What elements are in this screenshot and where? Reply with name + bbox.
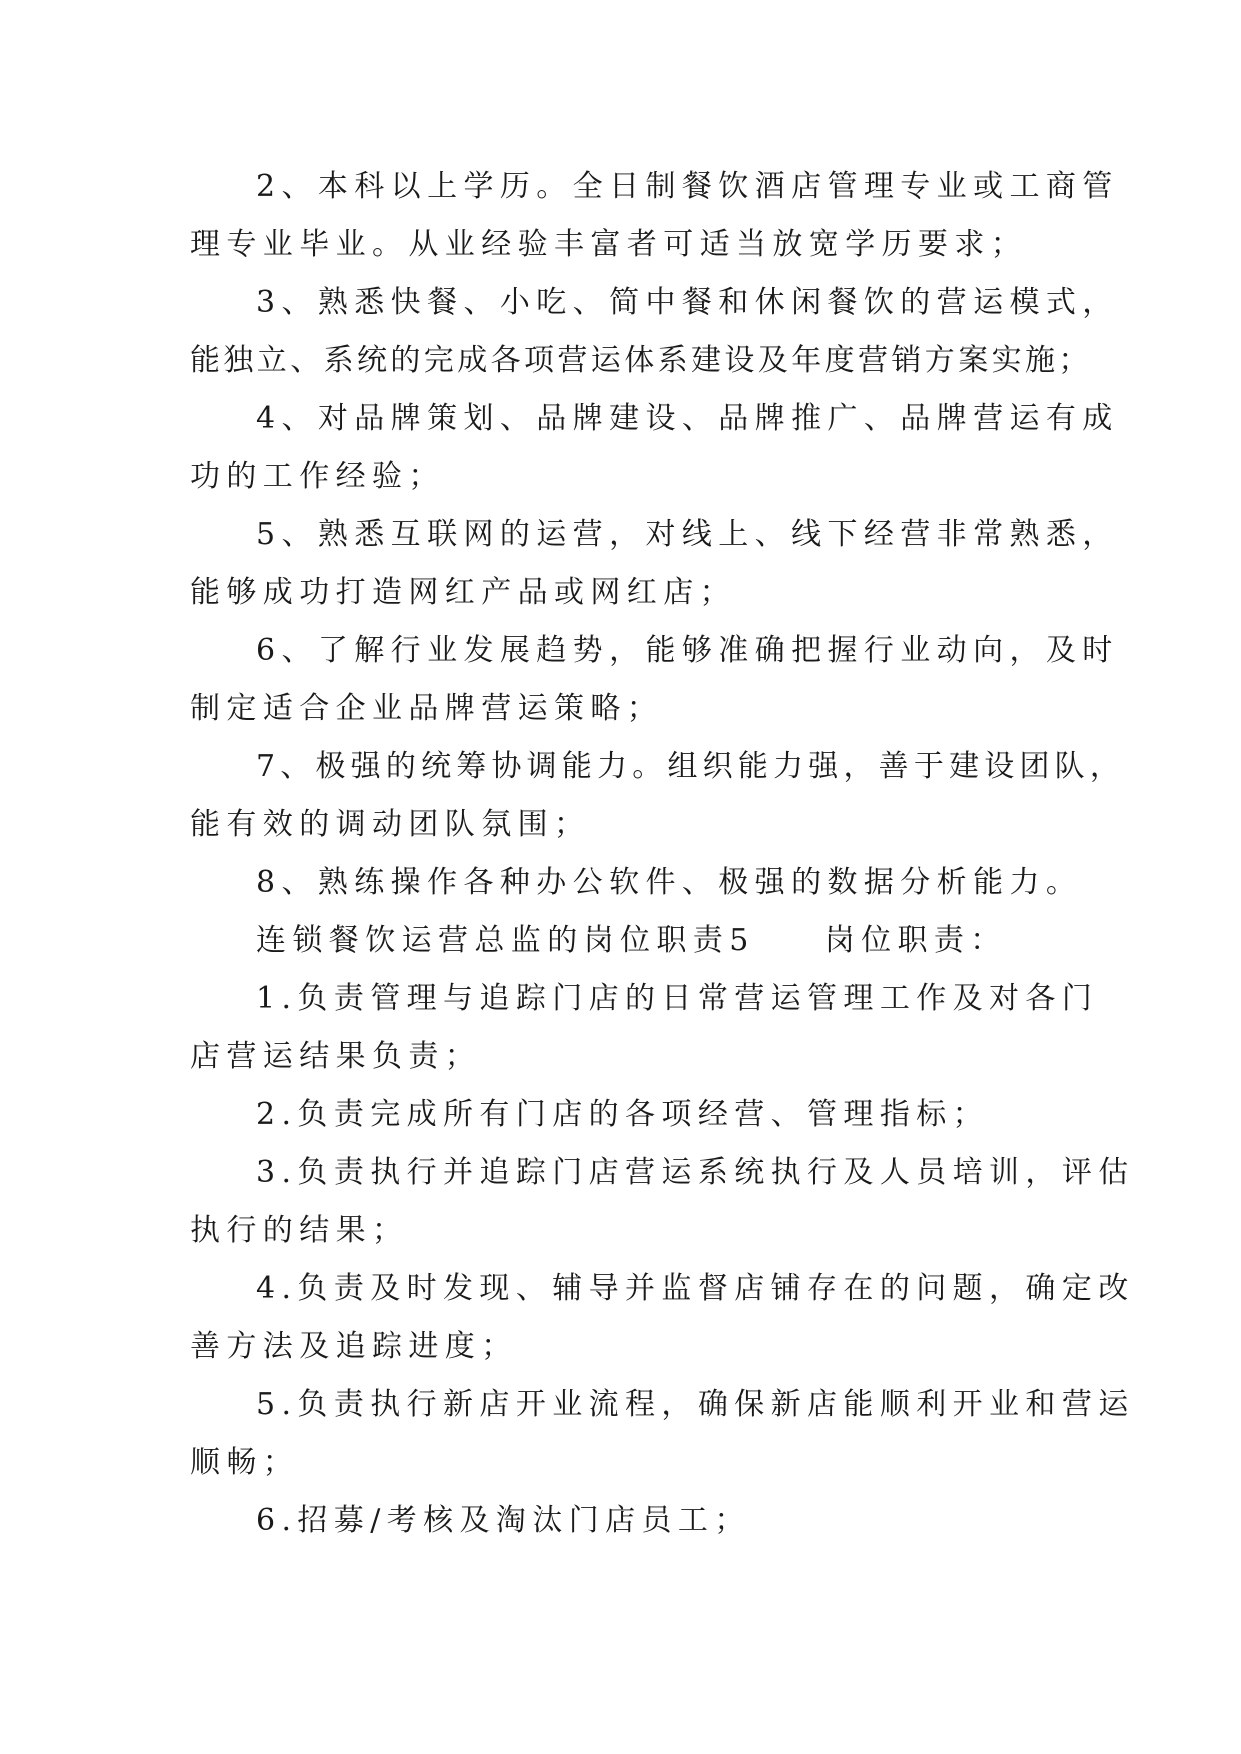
duty-item [190, 1086, 1058, 1144]
text-line: 7、极强的统筹协调能力。组织能力强，善于建设团队， [256, 749, 1126, 784]
text-line: 8、熟练操作各种办公软件、极强的数据分析能力。 [256, 865, 1083, 900]
requirement-item [190, 622, 1119, 738]
text-line: 理专业毕业。从业经验丰富者可适当放宽学历要求； [190, 227, 1028, 262]
text-line: 执行的结果； [190, 1213, 409, 1248]
text-line: 3、熟悉快餐、小吃、简中餐和休闲餐饮的营运模式， [256, 285, 1119, 320]
text-line: 1.负责管理与追踪门店的日常营运管理工作及对各门 [256, 981, 1099, 1016]
text-line: 4、对品牌策划、品牌建设、品牌推广、品牌营运有成 [256, 401, 1119, 436]
section-title: 连锁餐饮运营总监的岗位职责5 [256, 923, 755, 958]
text-line: 能有效的调动团队氛围； [190, 807, 591, 842]
duty-item [190, 1376, 1135, 1492]
text-line: 6、了解行业发展趋势，能够准确把握行业动向，及时 [256, 633, 1119, 668]
requirement-item [190, 158, 1119, 274]
duty-item [190, 970, 1099, 1086]
section-subtitle: 岗位职责： [824, 923, 1007, 958]
text-line: 能够成功打造网红产品或网红店； [190, 575, 736, 610]
text-line: 顺畅； [190, 1445, 300, 1480]
text-line: 3.负责执行并追踪门店营运系统执行及人员培训，评估 [256, 1155, 1135, 1190]
text-line: 店营运结果负责； [190, 1039, 482, 1074]
text-line: 6.招募/考核及淘汰门店员工； [256, 1503, 751, 1538]
requirement-item [190, 390, 1119, 506]
requirement-item [190, 738, 1126, 854]
text-line: 5、熟悉互联网的运营，对线上、线下经营非常熟悉， [256, 517, 1119, 552]
text-line: 制定适合企业品牌营运策略； [190, 691, 664, 726]
duty-item [190, 1492, 1058, 1550]
document-body [190, 158, 1135, 1550]
requirement-item [190, 274, 1119, 390]
section-heading [190, 912, 1058, 970]
text-line: 5.负责执行新店开业流程，确保新店能顺利开业和营运 [256, 1387, 1135, 1422]
duty-item [190, 1260, 1135, 1376]
text-line: 2、本科以上学历。全日制餐饮酒店管理专业或工商管 [256, 169, 1119, 204]
requirement-item [190, 854, 1083, 912]
text-line: 能独立、系统的完成各项营运体系建设及年度营销方案实施； [190, 343, 1092, 378]
text-line: 2.负责完成所有门店的各项经营、管理指标； [256, 1097, 990, 1132]
text-line: 善方法及追踪进度； [190, 1329, 518, 1364]
duty-item [190, 1144, 1135, 1260]
text-line: 4.负责及时发现、辅导并监督店铺存在的问题，确定改 [256, 1271, 1135, 1306]
requirement-item [190, 506, 1119, 622]
text-line: 功的工作经验； [190, 459, 445, 494]
